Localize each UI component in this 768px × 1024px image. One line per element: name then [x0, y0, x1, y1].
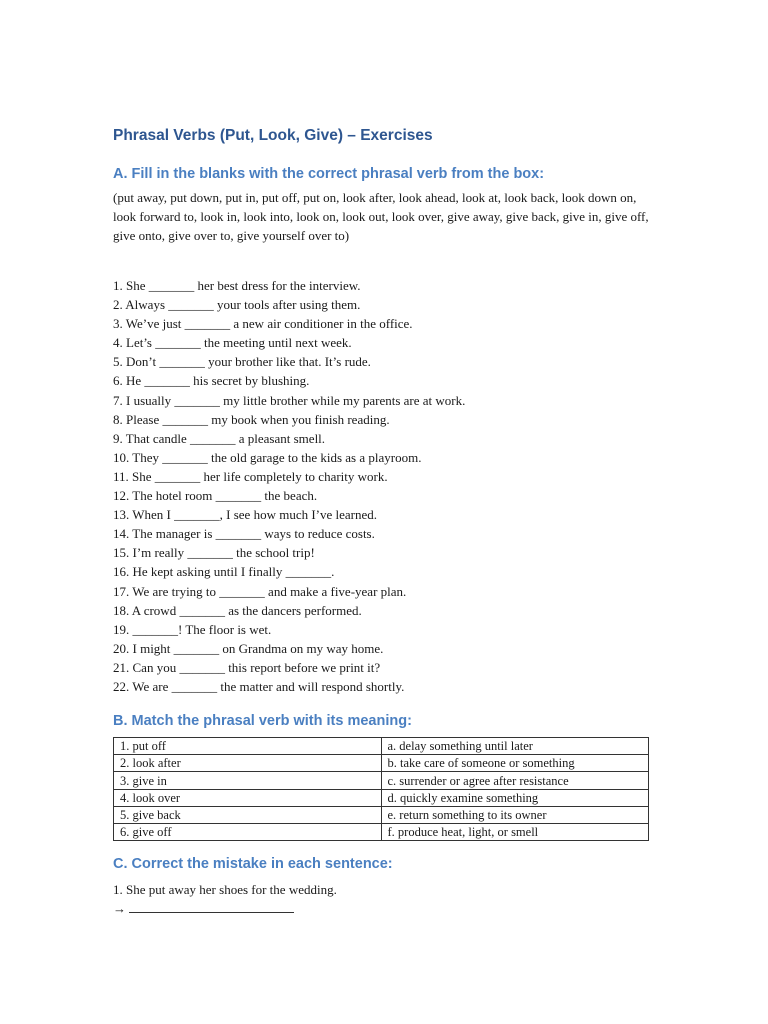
- verb-cell: 1. put off: [114, 738, 382, 755]
- answer-line[interactable]: [129, 902, 294, 913]
- list-item: 9. That candle _______ a pleasant smell.: [113, 430, 326, 446]
- fill-blank-list: [113, 276, 653, 696]
- list-item: 20. I might _______ on Grandma on my way home.: [113, 640, 384, 656]
- list-item: 17. We are trying to _______ and make a five-year plan.: [113, 583, 407, 599]
- list-item: 5. Don’t _______ your brother like that. It’s rude.: [113, 354, 371, 370]
- list-item: 22. We are _______ the matter and will respond shortly.: [113, 678, 405, 694]
- table-row: [114, 755, 649, 772]
- verb-cell: 6. give off: [114, 824, 382, 841]
- answer-row: [113, 899, 653, 918]
- verb-cell: 5. give back: [114, 806, 382, 823]
- list-item: 7. I usually _______ my little brother while my parents are at work.: [113, 392, 466, 408]
- meaning-cell: b. take care of someone or something: [381, 755, 649, 772]
- list-item: 4. Let’s _______ the meeting until next week.: [113, 335, 352, 351]
- section-c-heading: C. Correct the mistake in each sentence:: [113, 856, 393, 873]
- table-row: [114, 789, 649, 806]
- page-title: Phrasal Verbs (Put, Look, Give) – Exercises: [113, 127, 433, 144]
- worksheet-page: [113, 125, 653, 918]
- list-item: 16. He kept asking until I finally _______.: [113, 564, 335, 580]
- list-item: 8. Please _______ my book when you finish reading.: [113, 411, 390, 427]
- list-item: 12. The hotel room _______ the beach.: [113, 488, 318, 504]
- correction-list: [113, 880, 653, 918]
- list-item: 14. The manager is _______ ways to reduce costs.: [113, 526, 375, 542]
- list-item: 3. We’ve just _______ a new air conditioner in the office.: [113, 316, 413, 332]
- meaning-cell: e. return something to its owner: [381, 806, 649, 823]
- section-a-heading: A. Fill in the blanks with the correct phrasal verb from the box:: [113, 166, 545, 182]
- table-row: [114, 738, 649, 755]
- correction-sentence: 1. She put away her shoes for the wedding.: [113, 882, 337, 898]
- list-item: 6. He _______ his secret by blushing.: [113, 373, 310, 389]
- list-item: 11. She _______ her life completely to charity work.: [113, 468, 388, 484]
- meaning-cell: a. delay something until later: [381, 738, 649, 755]
- verb-cell: 3. give in: [114, 772, 382, 789]
- list-item: 21. Can you _______ this report before we print it?: [113, 659, 381, 675]
- list-item: 1. She _______ her best dress for the interview.: [113, 278, 361, 293]
- table-row: [114, 772, 649, 789]
- meaning-cell: d. quickly examine something: [381, 789, 649, 806]
- list-item: 15. I’m really _______ the school trip!: [113, 545, 315, 561]
- list-item: 10. They _______ the old garage to the kids as a playroom.: [113, 449, 422, 465]
- matching-table: [113, 737, 649, 841]
- table-row: [114, 806, 649, 823]
- list-item: 13. When I _______, I see how much I’ve learned.: [113, 507, 378, 523]
- table-row: [114, 824, 649, 841]
- verb-cell: 4. look over: [114, 789, 382, 806]
- meaning-cell: c. surrender or agree after resistance: [381, 772, 649, 789]
- list-item: 18. A crowd _______ as the dancers performed.: [113, 602, 362, 618]
- list-item: 2. Always _______ your tools after using them.: [113, 297, 361, 313]
- section-b-heading: B. Match the phrasal verb with its meaning:: [113, 713, 412, 730]
- verb-cell: 2. look after: [114, 755, 382, 772]
- list-item: 19. _______! The floor is wet.: [113, 621, 272, 637]
- meaning-cell: f. produce heat, light, or smell: [381, 824, 649, 841]
- arrow-icon: →: [113, 901, 126, 917]
- word-box: (put away, put down, put in, put off, put on, look after, look ahead, look at, look back, look down on, look forward to, look in, look into, look on, look out, look over, give away, give back, give in, give off, give onto, give over to, give yourself over to): [113, 190, 649, 243]
